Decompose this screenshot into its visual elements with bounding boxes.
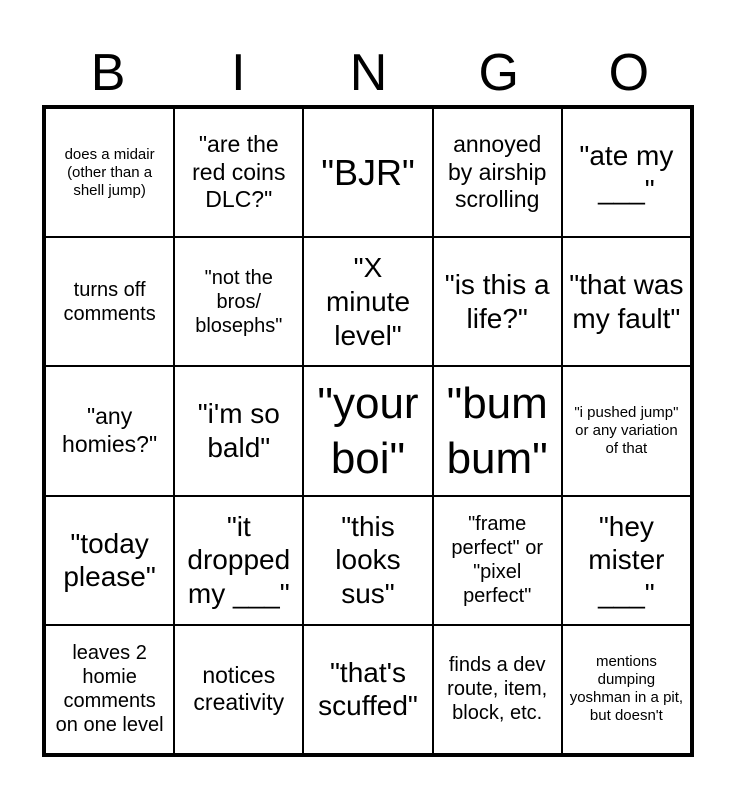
bingo-cell: finds a dev route, item, block, etc. <box>433 625 562 754</box>
bingo-cell: "not the bros/ blosephs" <box>174 237 303 366</box>
bingo-cell: annoyed by airship scrolling <box>433 108 562 237</box>
bingo-cell: notices creativity <box>174 625 303 754</box>
header-letter-b: B <box>90 44 126 102</box>
bingo-cell: turns off comments <box>45 237 174 366</box>
bingo-cell: "i pushed jump" or any variation of that <box>562 366 691 495</box>
bingo-cell: "today please" <box>45 496 174 625</box>
bingo-cell: "your boi" <box>303 366 432 495</box>
bingo-cell: "bum bum" <box>433 366 562 495</box>
bingo-cell: "it dropped my ___" <box>174 496 303 625</box>
bingo-cell: "any homies?" <box>45 366 174 495</box>
header-letter-n: N <box>349 44 388 102</box>
header-letter-g: G <box>478 44 519 102</box>
header-letter-o: O <box>608 44 650 102</box>
bingo-cell: mentions dumping yoshman in a pit, but doesn't <box>562 625 691 754</box>
bingo-cell: "that's scuffed" <box>303 625 432 754</box>
bingo-cell: "ate my ___" <box>562 108 691 237</box>
bingo-grid <box>42 105 694 757</box>
bingo-cell: "are the red coins DLC?" <box>174 108 303 237</box>
bingo-header <box>43 40 694 106</box>
bingo-cell: does a midair (other than a shell jump) <box>45 108 174 237</box>
bingo-cell: "frame perfect" or "pixel perfect" <box>433 496 562 625</box>
header-letter-i: I <box>231 44 246 102</box>
bingo-cell: leaves 2 homie comments on one level <box>45 625 174 754</box>
bingo-cell: "hey mister ___" <box>562 496 691 625</box>
bingo-cell: "i'm so bald" <box>174 366 303 495</box>
bingo-cell: "is this a life?" <box>433 237 562 366</box>
bingo-cell: "X minute level" <box>303 237 432 366</box>
bingo-cell: "BJR" <box>303 108 432 237</box>
bingo-cell: "that was my fault" <box>562 237 691 366</box>
bingo-cell: "this looks sus" <box>303 496 432 625</box>
